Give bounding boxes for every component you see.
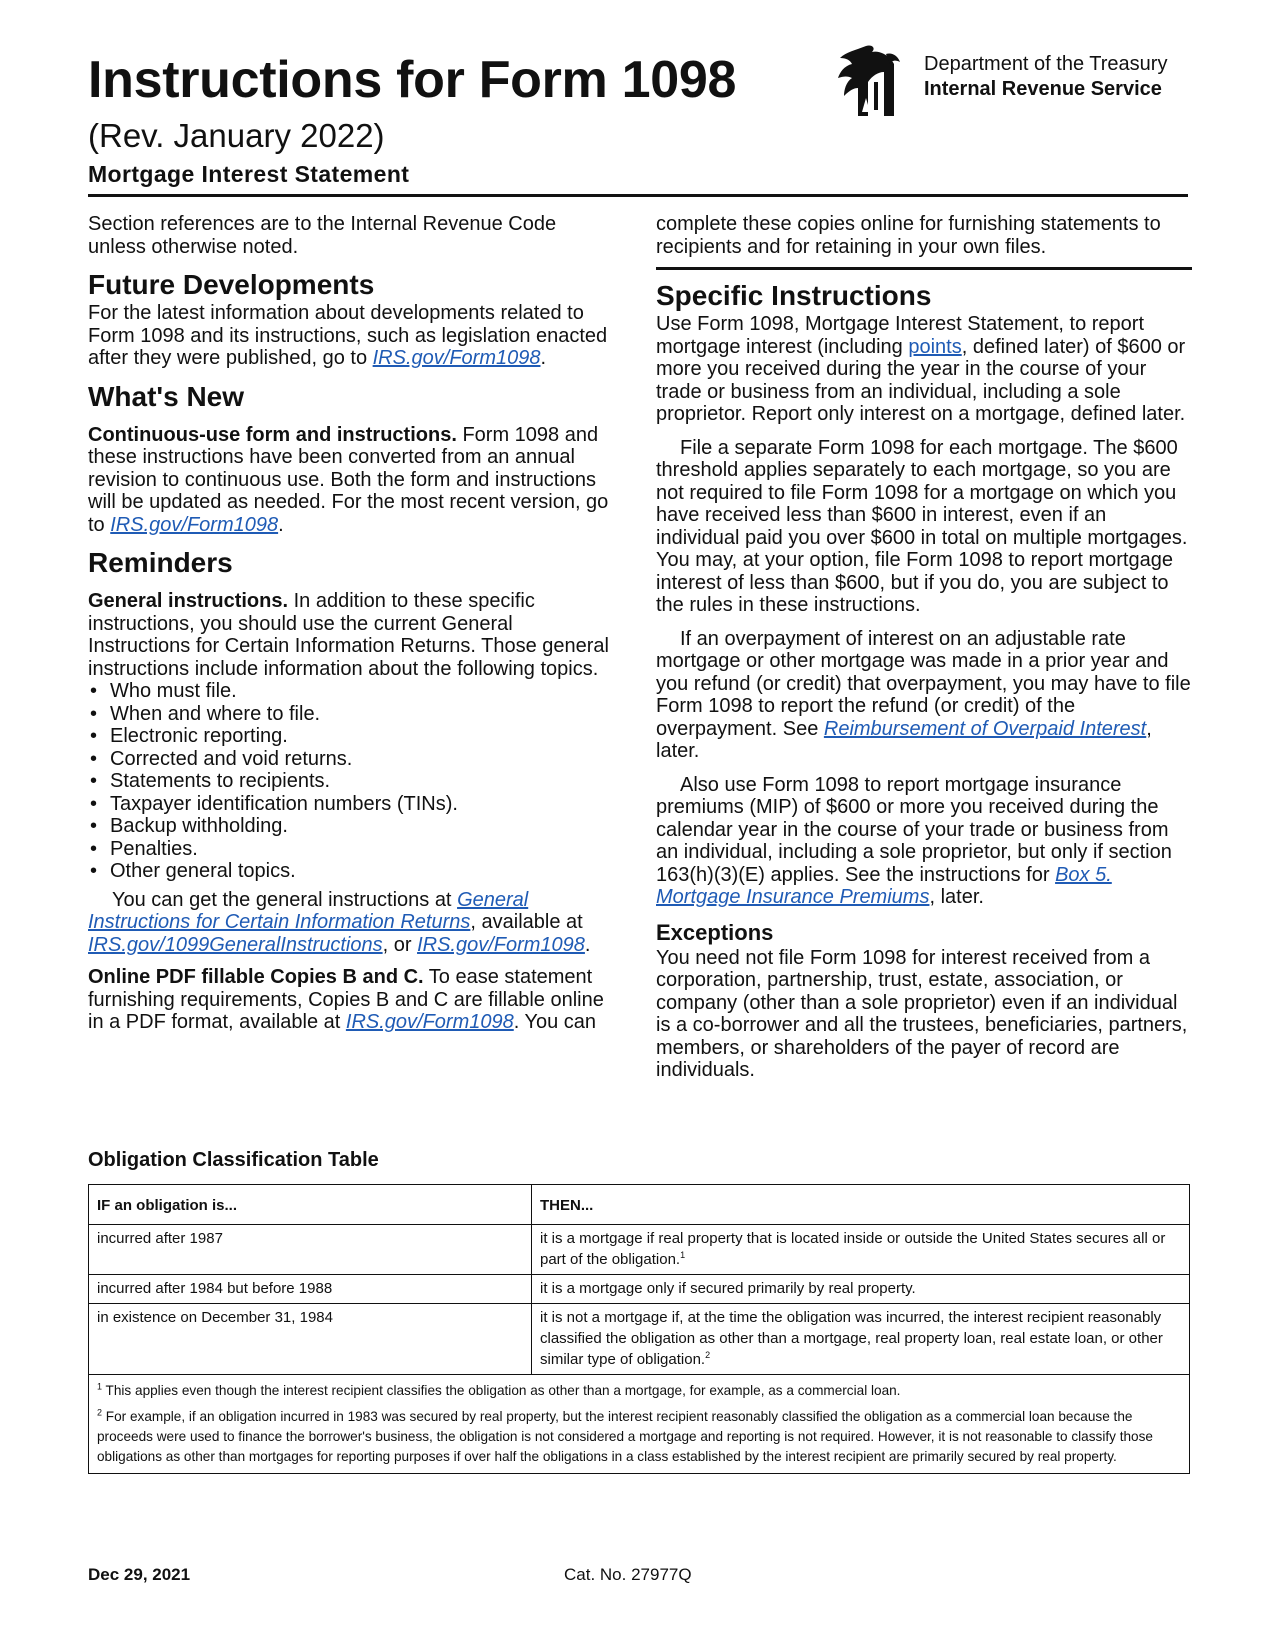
irs-form1098-link[interactable]: IRS.gov/Form1098 [345,1011,514,1033]
exceptions-heading: Exceptions [656,919,774,945]
exceptions-text: You need not file Form 1098 for interest received from a corporation, partnership, trust, estate, association, or company (other than a sole proprietor) even if an individual is a co-borrower and all the trustees, beneficiaries, partners, members, or shareholders of the payer of record are individuals. [656,946,1188,1081]
column-header-if: IF an obligation is... [89,1185,532,1225]
list-item: • Corrected and void returns. [88,748,613,771]
specific-paragraph-3: If an overpayment of interest on an adjustable rate mortgage or other mortgage was made in a prior year and you refund (or credit) that overpayment, you may have to file Form 1098 to report the refund (or credit) of the overpayment. See Reimbursement of Overpaid Interest, later. [656,627,1191,762]
topics-list [88,680,613,883]
irs-1099-general-instructions-link[interactable]: IRS.gov/1099GeneralInstructions [88,933,383,956]
list-item: • Statements to recipients. [88,770,613,793]
get-instructions-text: You can get the general instructions at General Instructions for Certain Information Returns, available at IRS.gov/1099GeneralInstructions, or IRS.gov/Form1098. [88,888,591,956]
left-column [88,213,613,1034]
continued-text: complete these copies online for furnishing statements to recipients and for retaining in your own files. [656,213,1161,258]
footnote-ref: 1 [680,1250,686,1260]
future-developments-heading: Future Developments [88,269,375,300]
reimbursement-link[interactable]: Reimbursement of Overpaid Interest [823,717,1147,740]
irs-form1098-link[interactable]: IRS.gov/Form1098 [372,347,541,369]
table-cell-if: incurred after 1984 but before 1988 [89,1275,532,1304]
table-cell-then: it is a mortgage only if secured primarily by real property. [532,1275,1190,1304]
list-item: • Who must file. [88,680,613,703]
column-header-then: THEN... [532,1185,1190,1225]
continuous-use-text: Continuous-use form and instructions. Form 1098 and these instructions have been converted from an annual revision to continuous use. Both the form and instructions will be updated as needed. For the most recent version, go to IRS.gov/Form1098. [88,423,609,536]
agency-block [924,52,1167,102]
list-item: • Backup withholding. [88,815,613,838]
irs-name: Internal Revenue Service [924,78,1162,100]
right-column [656,213,1192,1082]
table-cell-then: it is a mortgage if real property that is located inside or outside the United States secures all or part of the obligation.$^1$ [532,1225,1190,1275]
specific-instructions-heading: Specific Instructions [656,280,932,311]
box5-mip-link[interactable]: Box 5. Mortgage Insurance Premiums [656,863,1112,908]
whats-new-heading: What's New [88,380,245,412]
list-item: • Penalties. [88,838,613,861]
specific-paragraph-1: Use Form 1098, Mortgage Interest Statement, to report mortgage interest (including points, defined later) of $600 or more you received during the year in the course of your trade or business from an individual, including a sole proprietor. Report only interest on a mortgage, defined later. [656,313,1186,425]
table-title: Obligation Classification Table [88,1149,379,1171]
table-row [89,1225,1189,1275]
reminders-heading: Reminders [88,547,233,578]
table-row [89,1275,1189,1304]
footer-date: Dec 29, 2021 [88,1565,191,1584]
footnote-2: $^2$ For example, if an obligation incurred in 1983 was secured by real property, but the interest recipient reasonably classified the obligation as a commercial loan because the proceeds were used to finance the borrower's business, the obligation is not considered a mortgage and reporting is not required. However, it is not reasonable to classify those obligations as other than mortgages for reporting purposes if over half the obligations in a class established by the interest recipient are primarily secured by real property. [97,1407,1153,1464]
general-instructions-text: General instructions. In addition to these specific instructions, you should use the current General Instructions for Certain Information Returns. Those general instructions include information about the following topics. [88,590,609,680]
revision-date: (Rev. January 2022) [88,117,385,154]
list-item: • Taxpayer identification numbers (TINs). [88,793,613,816]
table-cell-then: it is not a mortgage if, at the time the obligation was incurred, the interest recipient reasonably classified the obligation as other than a mortgage, real property loan, real estate loan, or other similar type of obligation.$^2$ [532,1304,1190,1375]
table-header-row [89,1185,1189,1225]
intro-text: Section references are to the Internal Revenue Code unless otherwise noted. [88,213,557,258]
specific-paragraph-2: File a separate Form 1098 for each mortgage. The $600 threshold applies separately to each mortgage, so you are not required to file Form 1098 for a mortgage on which you have received less than $600 in interest, even if an individual paid you over $600 in total on multiple mortgages. You may, at your option, file Form 1098 to report mortgage interest of less than $600, but if you do, you are subject to the rules in these instructions. [656,436,1188,616]
table-cell-if: in existence on December 31, 1984 [89,1304,532,1375]
footnote-ref: 2 [705,1350,711,1360]
page-title: Instructions for Form 1098 [88,51,737,109]
irs-eagle-icon [836,42,906,118]
table-row [89,1304,1189,1375]
list-item: • Electronic reporting. [88,725,613,748]
online-pdf-text: Online PDF fillable Copies B and C. To ease statement furnishing requirements, Copies B and C are fillable online in a PDF format, available at IRS.gov/Form1098. You can [88,966,604,1033]
irs-form1098-link[interactable]: IRS.gov/Form1098 [417,933,585,956]
header-divider [88,194,1188,197]
footnote-1: $^1$ This applies even though the interest recipient classifies the obligation as other than a mortgage, for example, as a commercial loan. [97,1381,901,1398]
dept-name: Department of the Treasury [924,53,1168,75]
catalog-number: Cat. No. 27977Q [564,1565,692,1584]
future-developments-text: For the latest information about developments related to Form 1098 and its instructions, such as legislation enacted after they were published, go to IRS.gov/Form1098. [88,302,608,369]
form-subtitle: Mortgage Interest Statement [88,161,410,187]
table-footnotes [89,1375,1189,1467]
list-item: • Other general topics. [88,860,613,883]
irs-form1098-link[interactable]: IRS.gov/Form1098 [110,513,279,536]
table-cell-if: incurred after 1987 [89,1225,532,1275]
general-instructions-link[interactable]: General Instructions for Certain Information Returns [88,888,529,933]
list-item: • When and where to file. [88,703,613,726]
section-divider [656,267,1192,270]
specific-paragraph-4: Also use Form 1098 to report mortgage insurance premiums (MIP) of $600 or more you received during the calendar year in the course of your trade or business from an individual, including a sole proprietor, but only if section 163(h)(3)(E) applies. See the instructions for Box 5. Mortgage Insurance Premiums, later. [656,773,1172,908]
points-link[interactable]: points [908,335,962,358]
obligation-table [88,1184,1190,1474]
